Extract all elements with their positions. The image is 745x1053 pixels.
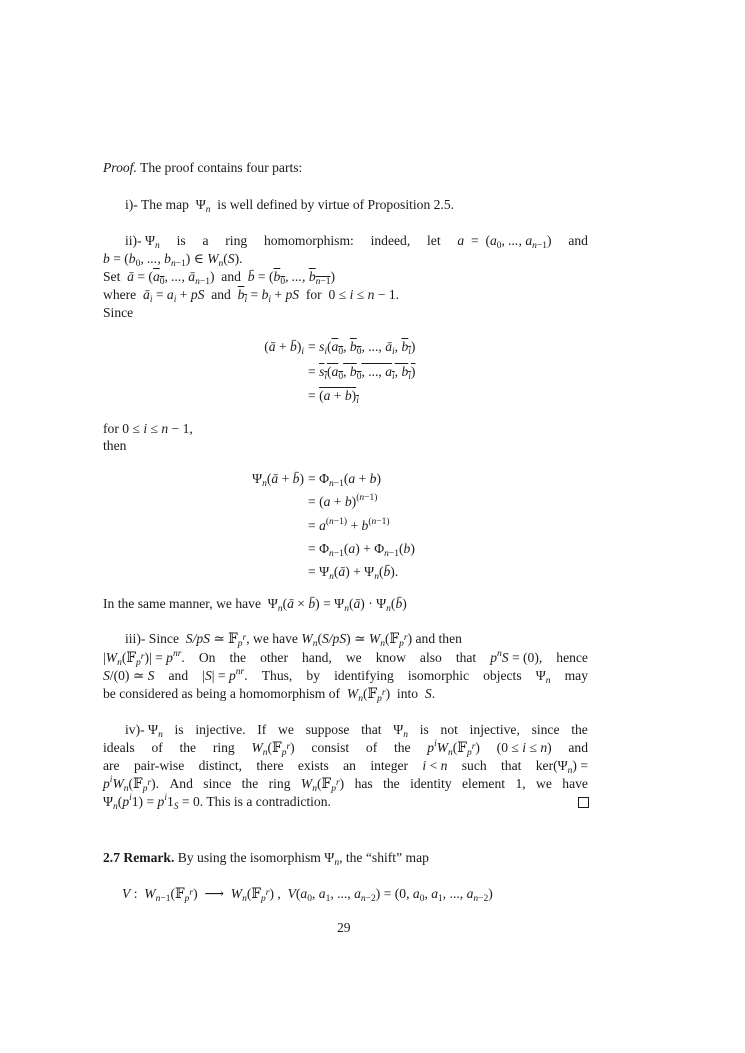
eq1-line-1: = $s_i(a_0$, $b_0$, ..., $ā_i$, $b_i$) — [308, 339, 416, 357]
eq1-lhs: (ā + $b̄)_i$ — [264, 339, 304, 357]
eq1-line-3: = $(a + b)_i$ — [308, 388, 359, 406]
remark-label: 2.7 Remark. — [103, 850, 175, 865]
eq2-line-3: = $a^{(n-1)} + b^{(n-1)}$ — [308, 517, 390, 533]
part-4-line-4: $p^iW_n(𝔽_{p^r})$. And since the ring $W_n(𝔽_{p^r})$ has the identity element 1, we have — [103, 775, 588, 794]
part-4-line-2: ideals of the ring $W_n(𝔽_{p^r})$ consist of the $p^iW_n(𝔽_{p^r})$ (0 ≤ i ≤ n) and — [103, 739, 588, 758]
part-2-line-3: Set ā = ($a_0$, ..., $ā_{n-1}$) and b̄ = ($b_0$, ..., $b_{n-1}$) — [103, 269, 336, 287]
part-4-line-5: $\Psi_n(p^i1) = p^i1_S = 0$. This is a contradiction. — [103, 793, 331, 812]
since-label: Since — [103, 305, 134, 320]
eq2-line-2: = $(a + b)^{(n-1)}$ — [308, 493, 378, 509]
part-3-line-3: S/(0) ≃ S and $|S| = p^{nr}$. Thus, by identifying isomorphic objects $\Psi_n$ may — [103, 667, 588, 686]
eq2-line-1: = $\Phi_{n-1}(a + b)$ — [308, 471, 381, 489]
shift-map: V : $W_{n-1}(𝔽_{p^r})$ ⟶ $W_n(𝔽_{p^r})$ , $V(a_0$, $a_1$, ..., $a_{n-2}) = (0$, $a_0$, $a_1$, ..., $a_{n-2}$) — [122, 886, 493, 904]
eq2-lhs: $\Psi_n(ā$ + b̄) — [252, 471, 304, 489]
part-1: i)- The map $\Psi_n$ is well defined by virtue of Proposition 2.5. — [125, 197, 455, 215]
proof-heading — [103, 160, 302, 176]
part-4-line-1: iv)- $\Psi_n$ is injective. If we suppose that $\Psi_n$ is not injective, since the — [125, 722, 588, 740]
eq2-line-4: = $\Phi_{n-1}(a) + \Phi_{n-1}(b)$ — [308, 541, 415, 559]
proof-intro: The proof contains four parts: — [140, 160, 303, 175]
for-range: for 0 ≤ i ≤ n − 1, — [103, 421, 193, 436]
part-2-line-2: $b = (b_0$, ..., $b_{n-1}$) ∈ $W_n(S)$. — [103, 251, 243, 269]
proof-label: Proof. — [103, 160, 137, 175]
eq2-line-5: = $\Psi_n(ā)$ + $\Psi_n(b̄)$. — [308, 564, 399, 582]
qed-square-icon — [578, 797, 589, 808]
part-2-line-1: ii)- $\Psi_n$ is a ring homomorphism: indeed, let $a = (a_0$, ..., $a_{n-1}$) and — [125, 233, 588, 251]
remark-line: 2.7 Remark. By using the isomorphism $\Psi_n$, the “shift” map — [103, 850, 429, 868]
then-label: then — [103, 438, 127, 453]
part-3-line-1: iii)- Since S/pS ≃ 𝔽$_{p^r}$, we have $W_n(S/pS)$ ≃ $W_n(𝔽_{p^r})$ and then — [125, 631, 462, 649]
same-manner: In the same manner, we have $\Psi_n(ā$ × b̄) = $\Psi_n(ā)$ · $\Psi_n(b̄)$ — [103, 596, 407, 614]
part-2-line-4: where $ā_i = a_i$ + pS and $b_i = b_i$ + pS for 0 ≤ i ≤ n − 1. — [103, 287, 400, 305]
part-4-line-3: are pair-wise distinct, there exists an integer i < n such that $ker(\Psi_n)$ = — [103, 758, 588, 776]
part-3-line-4: be considered as being a homomorphism of $W_n(𝔽_{p^r})$ into S. — [103, 686, 436, 704]
page-number: 29 — [337, 920, 351, 935]
part-3-line-2: $|W_n(𝔽_{p^r})| = p^{nr}$. On the other hand, we know also that $p^nS = (0)$, hence — [103, 649, 588, 668]
eq1-line-2: = $s_i(a_0$, $b_0$, ..., $a_i$, $b_i$) — [308, 364, 416, 382]
